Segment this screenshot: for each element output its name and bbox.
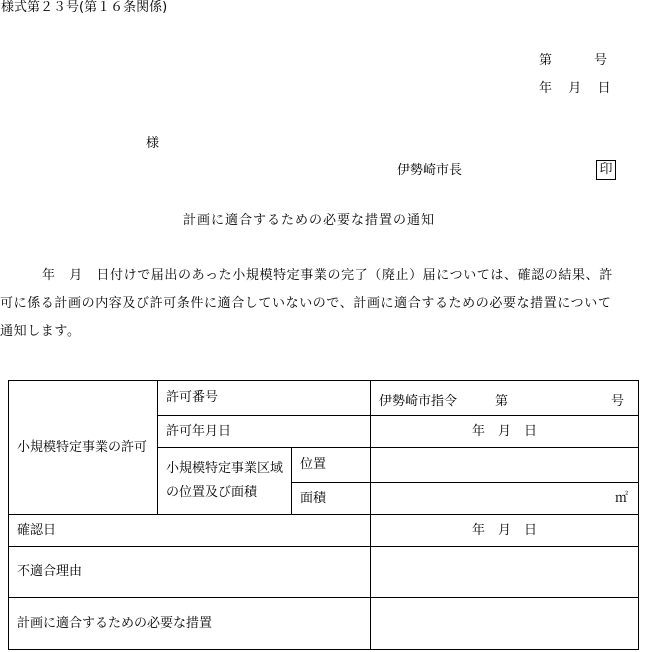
area-unit: ㎡ <box>615 490 629 506</box>
form-number: 様式第２３号(第１６条関係) <box>1 0 168 15</box>
date-month: 月 <box>568 81 582 96</box>
notification-table <box>8 380 639 650</box>
date-year: 年 <box>539 81 553 96</box>
body-line-3: 通知します。 <box>0 324 81 339</box>
body-text <box>0 262 655 346</box>
permit-date-value: 年 月 日 <box>371 416 639 448</box>
permit-group-label: 小規模特定事業の許可 <box>9 381 158 515</box>
permit-number-prefix: 伊勢崎市指令 <box>379 394 458 409</box>
required-measures-value <box>371 598 639 650</box>
nonconformity-reason-value <box>371 547 639 598</box>
area-group-label: 小規模特定事業区域の位置及び面積 <box>158 448 292 515</box>
permit-number-dai: 第 <box>495 394 509 409</box>
document-number-dai: 第 <box>539 53 553 68</box>
permit-number-value <box>371 381 639 416</box>
confirm-date-value: 年 月 日 <box>371 515 639 547</box>
location-label: 位置 <box>292 448 371 483</box>
sender-name: 伊勢崎市長 <box>397 163 463 178</box>
nonconformity-reason-label: 不適合理由 <box>9 547 371 598</box>
area-value <box>371 483 639 515</box>
required-measures-label: 計画に適合するための必要な措置 <box>9 598 371 650</box>
body-line-2: 可に係る計画の内容及び許可条件に適合していないので、計画に適合するための必要な措置について <box>0 296 612 311</box>
location-value <box>371 448 639 483</box>
permit-number-go: 号 <box>611 394 625 409</box>
area-label: 面積 <box>292 483 371 515</box>
document-number-go: 号 <box>594 53 608 68</box>
document-number <box>539 53 607 69</box>
body-line-1: 年 月 日付けで届出のあった小規模特定事業の完了（廃止）届については、確認の結果、許 <box>42 268 613 283</box>
confirm-date-label: 確認日 <box>9 515 371 547</box>
seal-mark: 印 <box>596 160 616 180</box>
date-day: 日 <box>597 81 611 96</box>
document-date <box>539 81 611 97</box>
permit-number-label: 許可番号 <box>158 381 371 416</box>
permit-date-label: 許可年月日 <box>158 416 371 448</box>
document-title: 計画に適合するための必要な措置の通知 <box>183 213 436 228</box>
addressee-suffix: 様 <box>146 136 160 151</box>
